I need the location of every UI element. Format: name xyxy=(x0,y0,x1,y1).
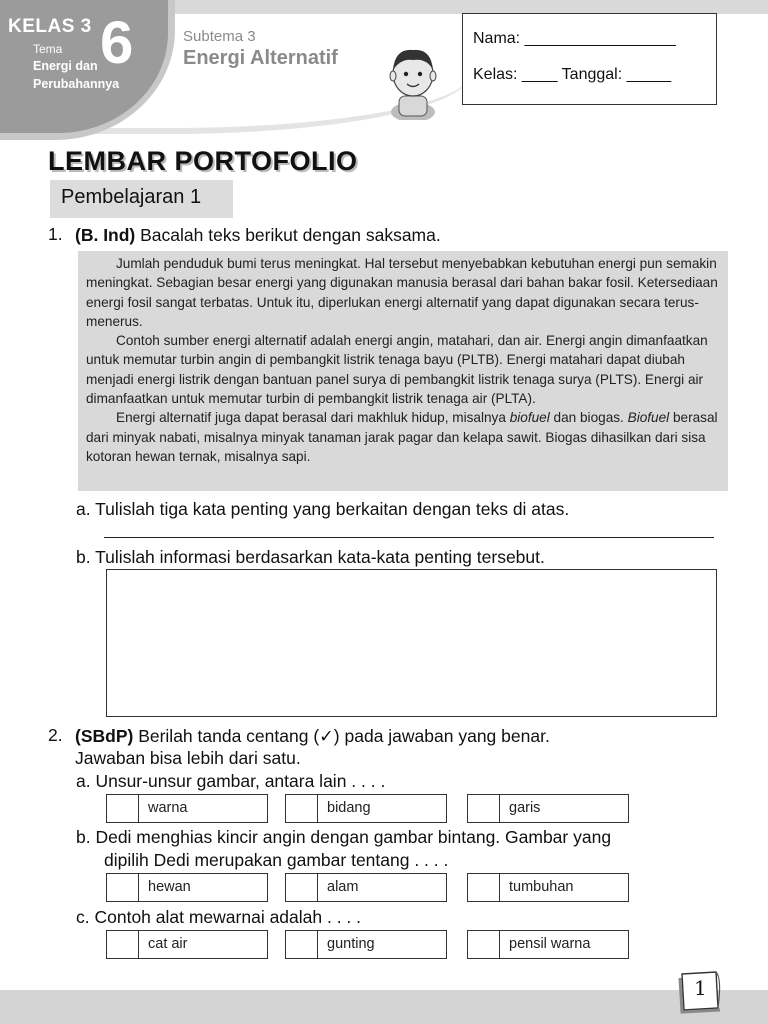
reading-p3-biofuel-1: biofuel xyxy=(509,410,550,426)
option-label: hewan xyxy=(148,879,191,895)
checkbox[interactable] xyxy=(286,931,318,958)
q2-prompt-line2: Jawaban bisa lebih dari satu. xyxy=(75,748,301,768)
checkbox[interactable] xyxy=(468,931,500,958)
reading-p3-part-b: dan biogas. xyxy=(549,410,628,426)
q1b-prompt: b. Tulislah informasi berdasarkan kata-kata penting tersebut. xyxy=(76,547,545,567)
subtheme-label: Subtema 3 xyxy=(183,28,256,45)
reading-passage xyxy=(78,251,728,491)
checkbox[interactable] xyxy=(286,795,318,822)
q2-number: 2. xyxy=(48,725,63,745)
q2b-option-3[interactable] xyxy=(467,873,629,902)
q2c-option-1[interactable] xyxy=(106,930,268,959)
q2b-option-2[interactable] xyxy=(285,873,447,902)
q2c-option-2[interactable] xyxy=(285,930,447,959)
q2c-prompt: c. Contoh alat mewarnai adalah . . . . xyxy=(76,907,362,927)
q1b-answer-box[interactable] xyxy=(106,569,717,717)
q2b-prompt-line1: b. Dedi menghias kincir angin dengan gambar bintang. Gambar yang xyxy=(76,827,612,847)
q2a-prompt: a. Unsur-unsur gambar, antara lain . . . . xyxy=(76,771,386,791)
option-label: alam xyxy=(327,879,359,895)
reading-paragraph-1: Jumlah penduduk bumi terus meningkat. Hal tersebut menyebabkan kebutuhan energi pun semakin meningkat. Sebagian besar energi yang digunakan manusia berasal dari bahan bakar fosil. Ketersediaan energi fosil sangat terbatas. Untuk itu, diperlukan energi alternatif yang dapat digunakan secara terus-menerus. xyxy=(86,256,718,329)
reading-p3-biofuel-2: Biofuel xyxy=(627,410,670,426)
lesson-label-box xyxy=(50,180,233,218)
checkbox[interactable] xyxy=(107,874,139,901)
q1-prompt-text: Bacalah teks berikut dengan saksama. xyxy=(135,225,441,245)
reading-p3-part-a: Energi alternatif juga dapat berasal dari makhluk hidup, misalnya xyxy=(116,410,510,426)
q2b-prompt-line2: dipilih Dedi merupakan gambar tentang . . . . xyxy=(104,850,449,870)
theme-number: 6 xyxy=(100,9,134,76)
q1-number: 1. xyxy=(48,224,63,244)
name-field[interactable]: Nama: _________________ xyxy=(473,30,676,47)
q1-subject: (B. Ind) xyxy=(75,225,136,245)
option-label: gunting xyxy=(327,936,375,952)
q2a-option-3[interactable] xyxy=(467,794,629,823)
footer-band xyxy=(0,990,768,1024)
reading-paragraph-2: Contoh sumber energi alternatif adalah energi angin, matahari, dan air. Energi angin dimanfaatkan untuk memutar turbin angin di pembangkit listrik tenaga bayu (PLTB). Energi matahari dapat diubah menjadi energi listrik dengan bantuan panel surya di pembangkit listrik tenaga surya (PLTS). Energi air dimanfaatkan untuk memutar turbin di pembangkit listrik tenaga air (PLTA). xyxy=(86,333,708,407)
q1-prompt xyxy=(75,224,441,246)
page-number: 1 xyxy=(694,976,707,1000)
student-info-box xyxy=(462,13,717,105)
option-label: cat air xyxy=(148,936,188,952)
checkbox[interactable] xyxy=(107,931,139,958)
checkbox[interactable] xyxy=(468,874,500,901)
q2-prompt-line1: Berilah tanda centang (✓) pada jawaban yang benar. xyxy=(133,726,550,746)
option-label: tumbuhan xyxy=(509,879,574,895)
q2-subject: (SBdP) xyxy=(75,726,134,746)
option-label: garis xyxy=(509,800,541,816)
q2c-option-3[interactable] xyxy=(467,930,629,959)
class-date-field[interactable]: Kelas: ____ Tanggal: _____ xyxy=(473,66,672,83)
theme-label: Tema xyxy=(33,42,63,56)
boy-illustration xyxy=(383,42,443,120)
q1a-answer-line[interactable] xyxy=(104,537,714,538)
lesson-label: Pembelajaran 1 xyxy=(61,186,202,208)
q2b-option-1[interactable] xyxy=(106,873,268,902)
reading-paragraph-3 xyxy=(86,408,718,466)
q2a-option-1[interactable] xyxy=(106,794,268,823)
option-label: bidang xyxy=(327,800,371,816)
reading-p3-part-c: berasal dari minyak nabati, misalnya minyak tanaman jarak pagar dan kelapa sawit. Biogas dihasilkan dari sisa kotoran hewan ternak, misalnya sapi. xyxy=(86,410,718,464)
page-title: LEMBAR PORTOFOLIO xyxy=(48,146,358,176)
theme-name-line1: Energi dan xyxy=(33,59,98,73)
option-label: warna xyxy=(148,800,188,816)
checkbox[interactable] xyxy=(468,795,500,822)
q2-prompt xyxy=(75,725,550,747)
q1a-prompt: a. Tulislah tiga kata penting yang berkaitan dengan teks di atas. xyxy=(76,499,570,519)
subtheme-name: Energi Alternatif xyxy=(183,47,338,69)
theme-name-line2: Perubahannya xyxy=(33,77,120,91)
checkbox[interactable] xyxy=(107,795,139,822)
checkbox[interactable] xyxy=(286,874,318,901)
q2a-option-2[interactable] xyxy=(285,794,447,823)
option-label: pensil warna xyxy=(509,936,591,952)
class-label: KELAS 3 xyxy=(8,16,92,37)
